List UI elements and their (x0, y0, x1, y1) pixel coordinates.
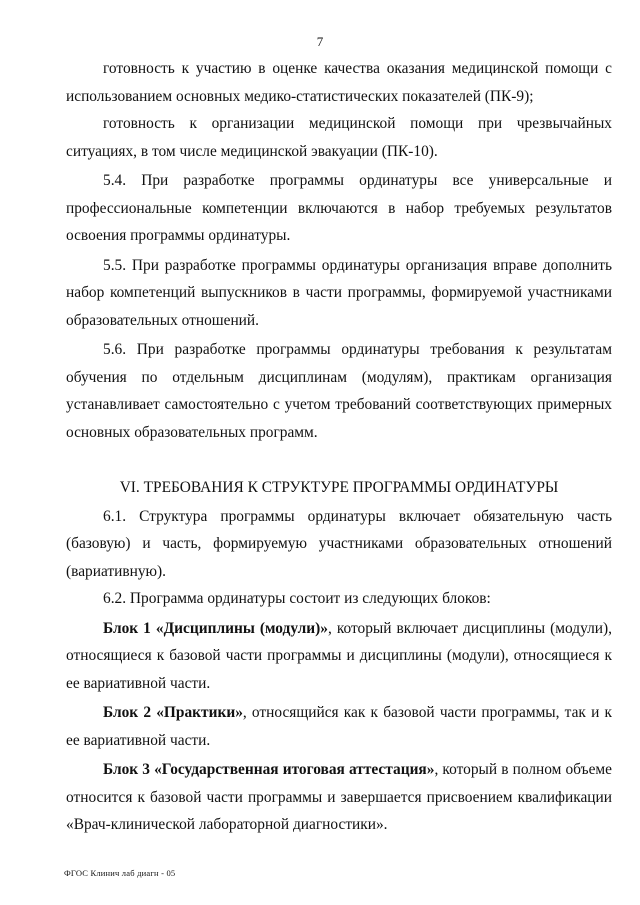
paragraph-5-4: 5.4. При разработке программы ординатуры все универсальные и профессиональные компетенции включаются в набор требуемых результатов освоения программы ординатуры. (66, 172, 612, 244)
paragraph-6-2: 6.2. Программа ординатуры состоит из следующих блоков: (103, 590, 491, 607)
block-2-text: , относящийся как к базовой части программы, так и к ее вариативной части. (66, 704, 612, 749)
section-heading: VI. ТРЕБОВАНИЯ К СТРУКТУРЕ ПРОГРАММЫ ОРДИНАТУРЫ (119, 479, 559, 496)
block-1-title: Блок 1 «Дисциплины (модули)» (103, 619, 328, 637)
paragraph-6-1: 6.1. Структура программы ординатуры включает обязательную часть (базовую) и часть, формируемую участниками образовательных отношений (вариативную). (66, 507, 612, 580)
paragraph-block-3 (66, 756, 612, 839)
paragraph-pk9: готовность к участию в оценке качества оказания медицинской помощи с использованием основных медико-статистических показателей (ПК-9); (66, 60, 612, 105)
page-footer: ФГОС Клинич лаб диагн - 05 (64, 868, 176, 878)
block-1-text: , который включает дисциплины (модули), относящиеся к базовой части программы и дисциплины (модули), относящиеся к ее вариативной части. (66, 619, 612, 692)
document-body (66, 55, 612, 839)
paragraph-5-5: 5.5. При разработке программы ординатуры организация вправе дополнить набор компетенций выпускников в части программы, формируемой участниками образовательных отношений. (66, 256, 612, 329)
block-2-title: Блок 2 «Практики» (103, 704, 243, 721)
block-3-text: , который в полном объеме относится к базовой части программы и завершается присвоением квалификации «Врач-клинической лабораторной диагностики». (66, 761, 612, 833)
paragraph-pk10: готовность к организации медицинской помощи при чрезвычайных ситуациях, в том числе медицинской эвакуации (ПК-10). (66, 115, 612, 160)
paragraph-block-1 (66, 615, 612, 698)
paragraph-block-2 (66, 699, 612, 754)
block-3-title: Блок 3 «Государственная итоговая аттестация» (103, 761, 435, 778)
paragraph-5-6: 5.6. При разработке программы ординатуры требования к результатам обучения по отдельным дисциплинам (модулям), практикам организация устанавливает самостоятельно с учетом требований соответствующих примерных основных образовательных программ. (66, 341, 612, 441)
page-number: 7 (316, 34, 324, 49)
